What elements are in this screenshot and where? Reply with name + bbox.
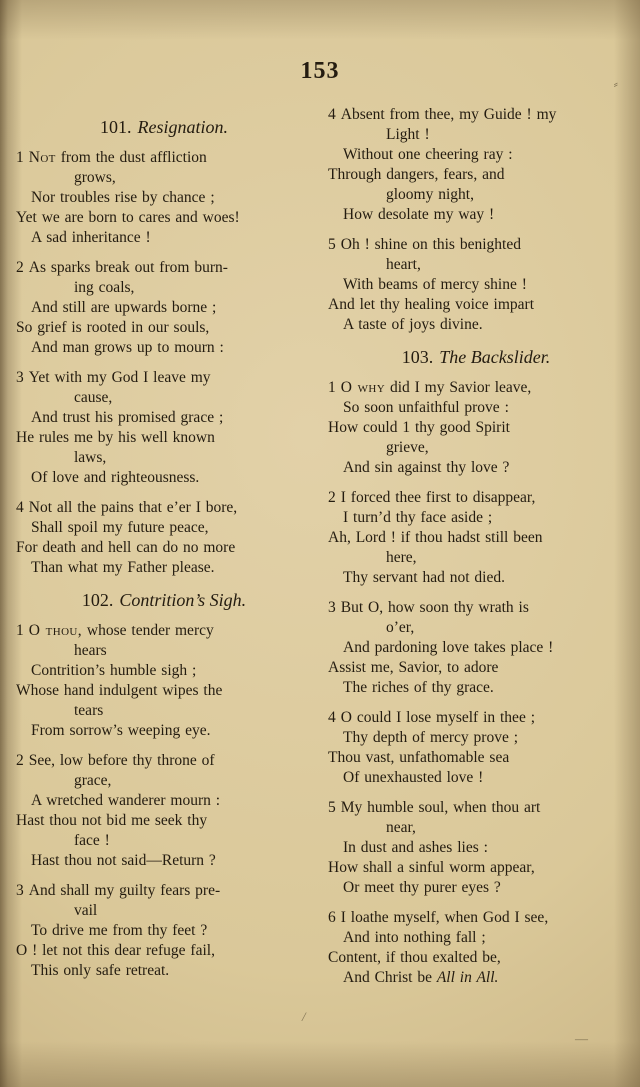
verse-line: 3 And shall my guilty fears pre-: [16, 882, 221, 899]
verse-line: 4 Not all the pains that e’er I bore,: [16, 499, 238, 516]
verse-line: And man grows up to mourn :: [31, 339, 224, 356]
verse-line: And sin against thy love ?: [343, 459, 510, 476]
verse-line: 5 My humble soul, when thou art: [328, 799, 541, 816]
verse-number: 6: [328, 909, 336, 926]
verse-line: Assist me, Savior, to adore: [328, 659, 499, 676]
verse-line: near,: [386, 819, 416, 836]
verse-line: vail: [74, 902, 98, 919]
verse-line: And pardoning love takes place !: [343, 639, 554, 656]
verse-line: A wretched wanderer mourn :: [31, 792, 221, 809]
verse-line: tears: [74, 702, 104, 719]
ink-mark: ⸗: [613, 76, 618, 91]
verse-number: 4: [328, 106, 336, 123]
verse-line: Whose hand indulgent wipes the: [16, 682, 223, 699]
verse-line: 1 O why did I my Savior leave,: [328, 379, 532, 396]
verse-line: heart,: [386, 256, 421, 273]
ink-mark: —: [575, 1031, 588, 1046]
verse-line: And into nothing fall ;: [343, 929, 486, 946]
verse-line: grace,: [74, 772, 112, 789]
verse-number: 3: [16, 369, 24, 386]
small-caps-lead: O thou,: [28, 622, 83, 639]
verse-line: face !: [74, 832, 110, 849]
verse: [16, 751, 312, 871]
verse-line: And let thy healing voice impart: [328, 296, 535, 313]
verse-line: gloomy night,: [386, 186, 474, 203]
hymn-number: 102.: [81, 590, 114, 610]
verse-line: Without one cheering ray :: [343, 146, 513, 163]
verse-line: hears: [74, 642, 107, 659]
verse: [328, 598, 624, 698]
verse-line: Thou vast, unfathomable sea: [328, 749, 510, 766]
right-column: [328, 105, 624, 998]
verse-line: I turn’d thy face aside ;: [343, 509, 493, 526]
verse: [328, 488, 624, 588]
verse-line: laws,: [74, 449, 107, 466]
hymn-title: Resignation.: [137, 117, 228, 137]
verse-line: 4 O could I lose myself in thee ;: [328, 709, 535, 726]
verse-line: grieve,: [386, 439, 429, 456]
verse-line: 2 As sparks break out from burn-: [16, 259, 228, 276]
hymn-title: Contrition’s Sigh.: [119, 590, 247, 610]
verse-line: Hast thou not said—Return ?: [31, 852, 216, 869]
verse: [16, 881, 312, 981]
verse-line: This only safe retreat.: [31, 962, 170, 979]
verse-line: Nor troubles rise by chance ;: [31, 189, 215, 206]
ink-mark: /: [302, 1009, 306, 1024]
verse: [328, 908, 624, 988]
verse-line: A sad inheritance !: [31, 229, 151, 246]
verse-number: 2: [16, 259, 24, 276]
verse-line: Contrition’s humble sigh ;: [31, 662, 197, 679]
hymn-heading: [16, 117, 312, 138]
verse-line: 4 Absent from thee, my Guide ! my: [328, 106, 557, 123]
verse: [328, 798, 624, 898]
verse-line: Thy depth of mercy prove ;: [343, 729, 519, 746]
small-caps-lead: Not: [28, 149, 56, 166]
verse-number: 3: [328, 599, 336, 616]
verse-line: To drive me from thy feet ?: [31, 922, 208, 939]
verse-number: 1: [328, 379, 336, 396]
small-caps-lead: O why: [340, 379, 386, 396]
verse: [16, 148, 312, 248]
verse: [16, 368, 312, 488]
verse-number: 1: [16, 149, 24, 166]
verse-line: grows,: [74, 169, 116, 186]
hymn-number: 101.: [100, 117, 132, 137]
verse-line: How desolate my way !: [343, 206, 495, 223]
verse-line: 5 Oh ! shine on this benighted: [328, 236, 521, 253]
verse-line: cause,: [74, 389, 113, 406]
hymn-heading: [16, 590, 312, 611]
verse-line: Through dangers, fears, and: [328, 166, 505, 183]
verse-line: 6 I loathe myself, when God I see,: [328, 909, 549, 926]
verse-line: Hast thou not bid me seek thy: [16, 812, 208, 829]
hymn-heading: [328, 347, 624, 368]
verse-line: ing coals,: [74, 279, 135, 296]
hymn-title: The Backslider.: [439, 347, 551, 367]
verse-line: 3 Yet with my God I leave my: [16, 369, 211, 386]
verse-line: Content, if thou exalted be,: [328, 949, 501, 966]
verse-line: Ah, Lord ! if thou hadst still been: [328, 529, 543, 546]
verse-line: From sorrow’s weeping eye.: [31, 722, 211, 739]
verse-line: And Christ be All in All.: [343, 969, 499, 986]
verse-number: 2: [328, 489, 336, 506]
verse-line: 1 O thou, whose tender mercy: [16, 622, 214, 639]
verse-line: 2 I forced thee first to disappear,: [328, 489, 536, 506]
text-columns: [0, 105, 640, 998]
italic-phrase: All in All.: [436, 969, 499, 986]
verse-line: 1 Not from the dust affliction: [16, 149, 207, 166]
verse-line: So grief is rooted in our souls,: [16, 319, 210, 336]
verse-line: Light !: [386, 126, 430, 143]
verse-number: 5: [328, 799, 336, 816]
verse: [16, 621, 312, 741]
left-column: [16, 105, 312, 998]
verse-line: So soon unfaithful prove :: [343, 399, 509, 416]
verse-number: 4: [16, 499, 24, 516]
verse-line: O ! let not this dear refuge fail,: [16, 942, 215, 959]
verse-line: How could 1 thy good Spirit: [328, 419, 510, 436]
verse-number: 4: [328, 709, 336, 726]
verse-line: Yet we are born to cares and woes!: [16, 209, 240, 226]
verse-line: Shall spoil my future peace,: [31, 519, 209, 536]
verse-line: o’er,: [386, 619, 415, 636]
verse-line: 3 But O, how soon thy wrath is: [328, 599, 529, 616]
verse-line: Or meet thy purer eyes ?: [343, 879, 501, 896]
verse-line: Than what my Father please.: [31, 559, 215, 576]
verse-number: 3: [16, 882, 24, 899]
verse-number: 2: [16, 752, 24, 769]
verse: [328, 105, 624, 225]
verse-line: here,: [386, 549, 417, 566]
verse-number: 1: [16, 622, 24, 639]
verse-line: And trust his promised grace ;: [31, 409, 224, 426]
verse: [328, 235, 624, 335]
verse-line: For death and hell can do no more: [16, 539, 236, 556]
verse-line: 2 See, low before thy throne of: [16, 752, 215, 769]
hymn-number: 103.: [401, 347, 434, 367]
verse-line: In dust and ashes lies :: [343, 839, 488, 856]
verse-line: Of unexhausted love !: [343, 769, 484, 786]
page-number: 153: [300, 58, 340, 84]
verse: [328, 708, 624, 788]
verse: [16, 258, 312, 358]
verse-line: How shall a sinful worm appear,: [328, 859, 535, 876]
verse-line: He rules me by his well known: [16, 429, 215, 446]
verse: [16, 498, 312, 578]
verse-line: The riches of thy grace.: [343, 679, 494, 696]
verse: [328, 378, 624, 478]
verse-line: A taste of joys divine.: [343, 316, 483, 333]
verse-line: And still are upwards borne ;: [31, 299, 217, 316]
verse-line: With beams of mercy shine !: [343, 276, 527, 293]
verse-line: Of love and righteousness.: [31, 469, 200, 486]
verse-number: 5: [328, 236, 336, 253]
verse-line: Thy servant had not died.: [343, 569, 505, 586]
